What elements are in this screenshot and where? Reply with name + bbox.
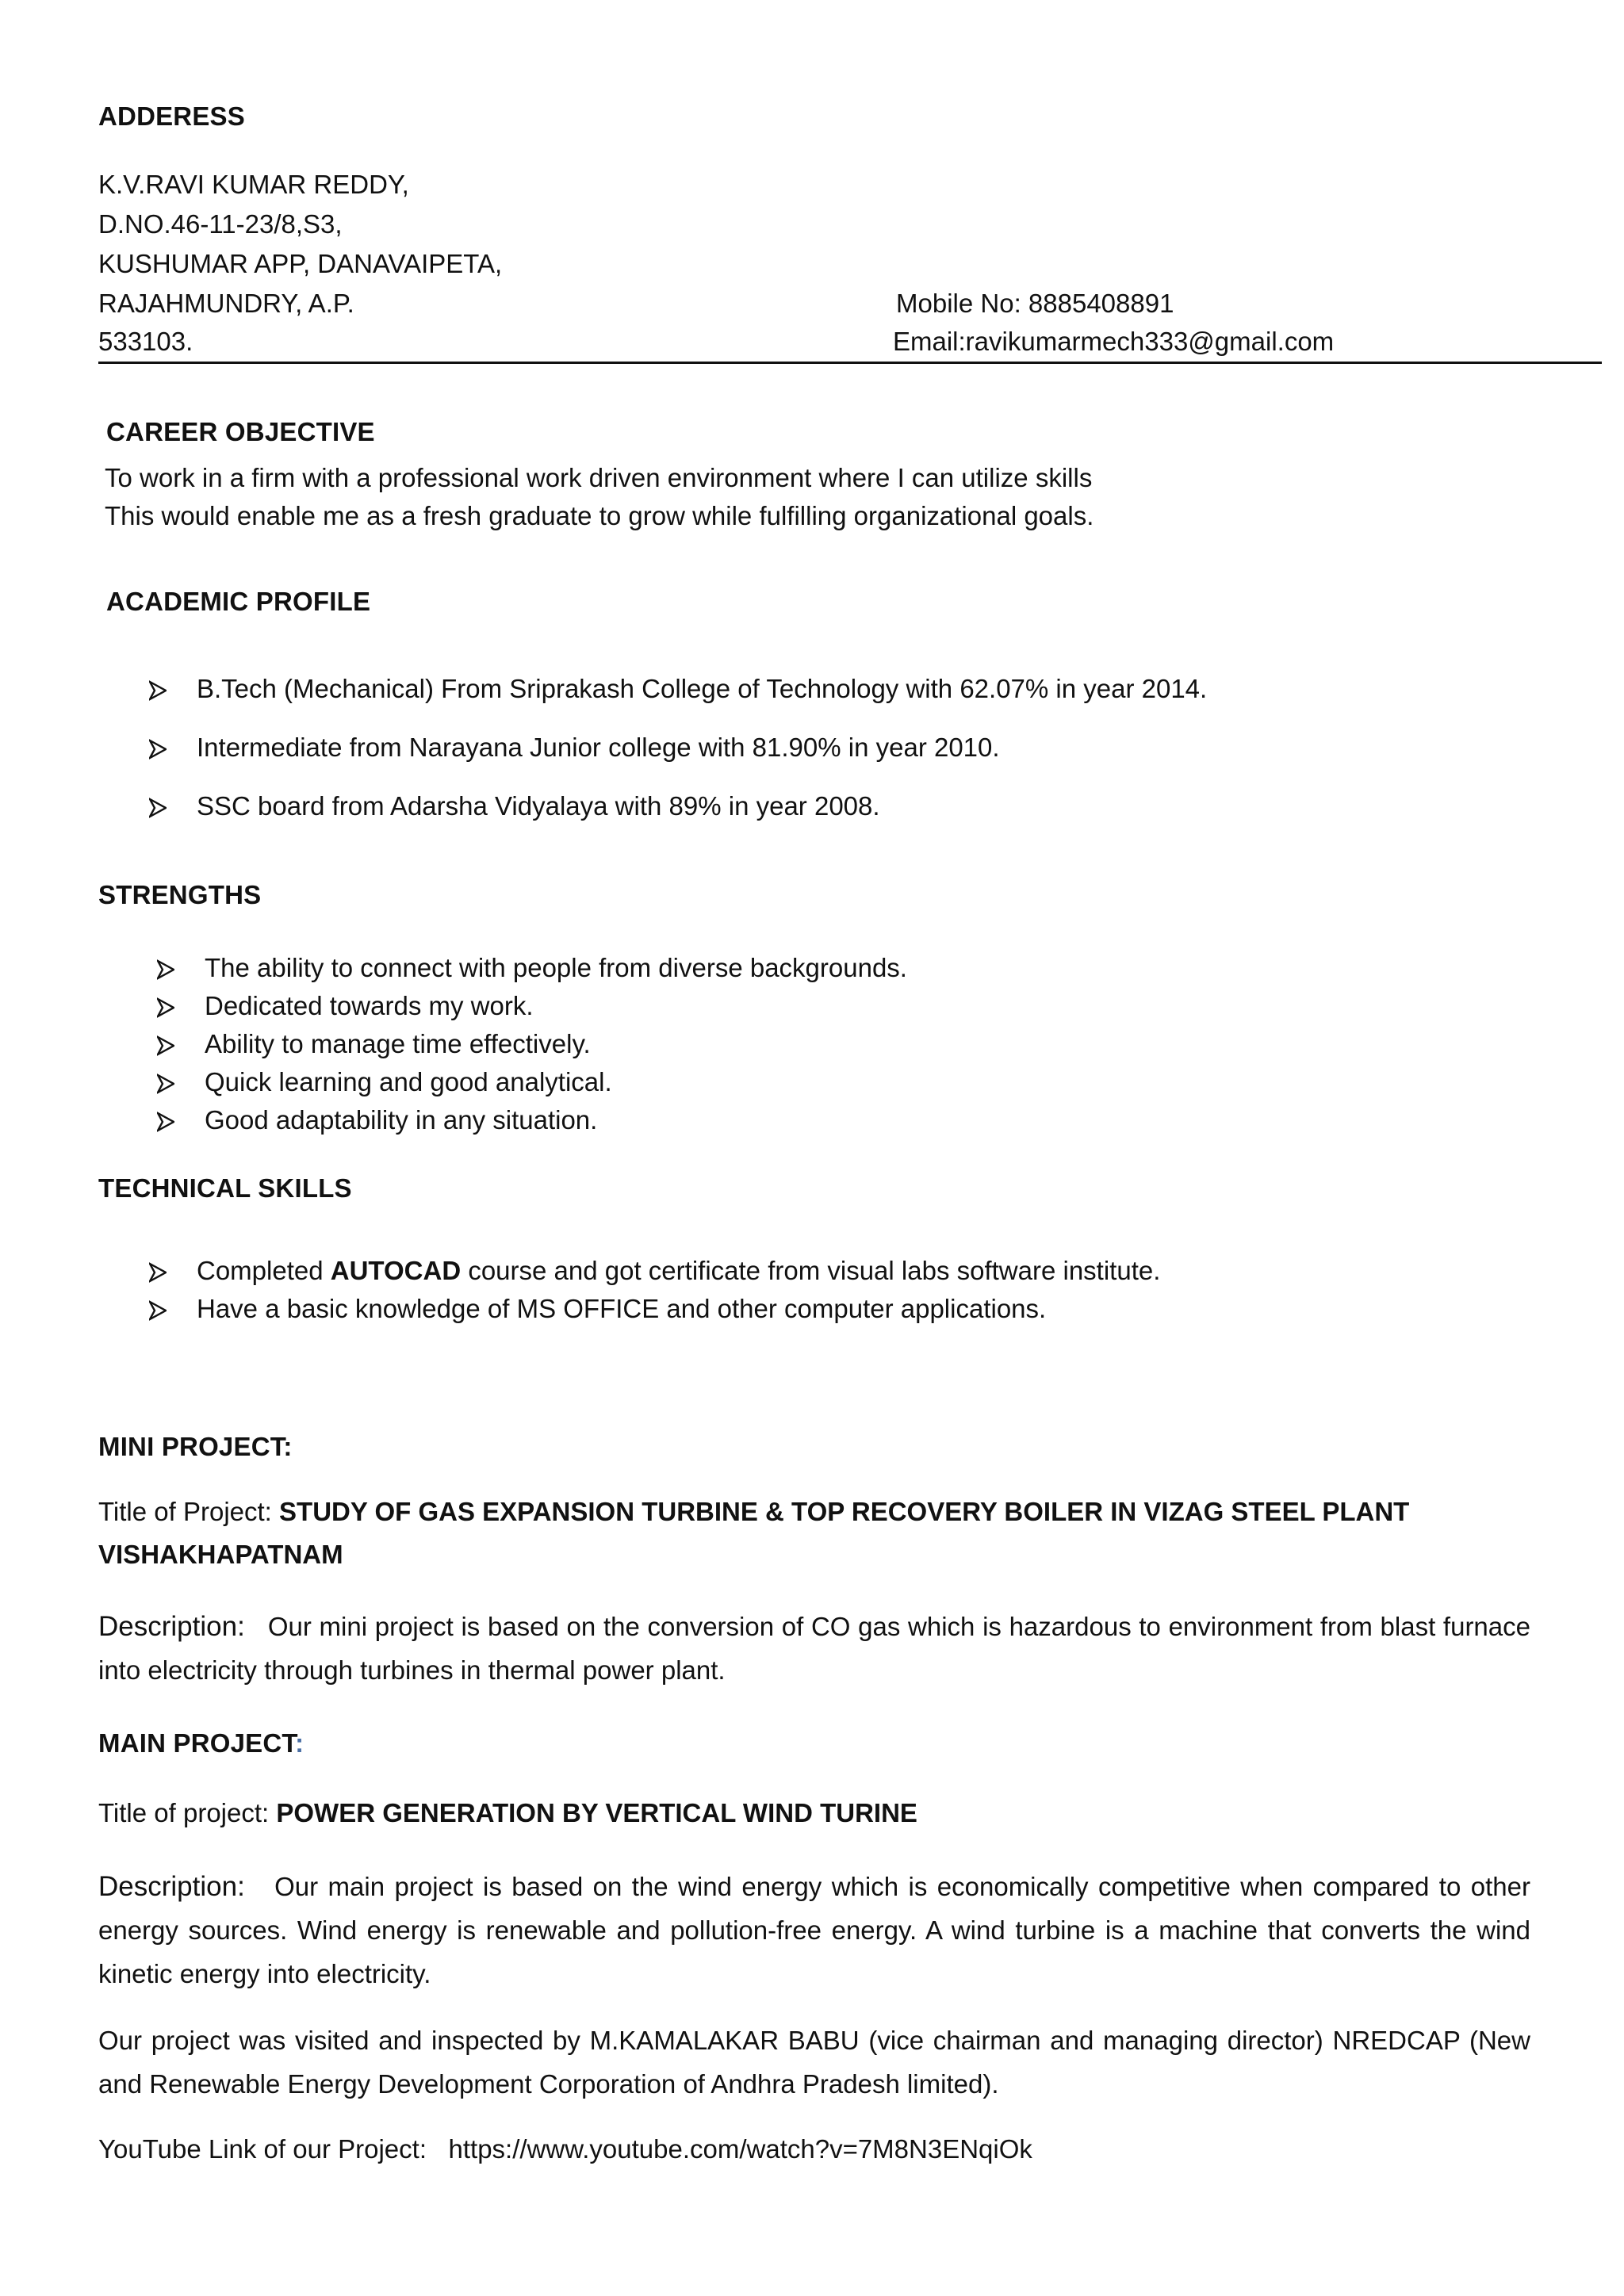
strength-item: Ability to manage time effectively. [205, 1029, 591, 1058]
mini-project-description: Description: Our mini project is based on the conversion of CO gas which is hazardous to environment from blast furnace into electricity through turbines in thermal power plant. [98, 1611, 1530, 1685]
arrow-bullet-icon [149, 739, 167, 760]
strength-item: Quick learning and good analytical. [205, 1067, 612, 1096]
arrow-bullet-icon [157, 1112, 174, 1132]
arrow-bullet-icon [157, 1073, 174, 1094]
address-heading: ADDERESS [98, 101, 245, 131]
address-line-door: D.NO.46-11-23/8,S3, [98, 209, 343, 239]
career-objective-heading: CAREER OBJECTIVE [106, 417, 375, 446]
academic-item-btech: B.Tech (Mechanical) From Sriprakash College of Technology with 62.07% in year 2014. [197, 674, 1208, 703]
main-project-heading: MAIN PROJECT: [98, 1728, 304, 1758]
strength-item: Dedicated towards my work. [205, 991, 534, 1020]
technical-skill-autocad: Completed AUTOCAD course and got certificate from visual labs software institute. [197, 1256, 1161, 1285]
technical-skills-heading: TECHNICAL SKILLS [98, 1173, 352, 1203]
address-line-name: K.V.RAVI KUMAR REDDY, [98, 170, 409, 199]
arrow-bullet-icon [149, 1262, 167, 1283]
mini-project-title-line-2: VISHAKHAPATNAM [98, 1540, 343, 1569]
arrow-bullet-icon [149, 798, 167, 818]
youtube-link[interactable]: https://www.youtube.com/watch?v=7M8N3ENqiOk [448, 2134, 1032, 2164]
autocad-bold: AUTOCAD [330, 1256, 462, 1285]
main-project-title: Title of project: POWER GENERATION BY VERTICAL WIND TURINE [98, 1798, 917, 1827]
arrow-bullet-icon [149, 680, 167, 701]
academic-profile-heading: ACADEMIC PROFILE [106, 587, 371, 616]
mini-project-heading: MINI PROJECT: [98, 1432, 293, 1461]
address-line-pincode: 533103. [98, 327, 193, 356]
youtube-link-line: YouTube Link of our Project: https://www.youtube.com/watch?v=7M8N3ENqiOk [98, 2134, 1032, 2164]
arrow-bullet-icon [157, 997, 174, 1018]
strength-item: Good adaptability in any situation. [205, 1105, 598, 1135]
career-objective-line-2: This would enable me as a fresh graduate to grow while fulfilling organizational goals. [105, 501, 1094, 530]
email-address: Email:ravikumarmech333@gmail.com [893, 327, 1335, 356]
arrow-bullet-icon [149, 1300, 167, 1321]
academic-item-intermediate: Intermediate from Narayana Junior college with 81.90% in year 2010. [197, 733, 1000, 762]
arrow-bullet-icon [157, 1035, 174, 1056]
academic-item-ssc: SSC board from Adarsha Vidyalaya with 89% in year 2008. [197, 791, 880, 821]
address-divider [98, 362, 1602, 364]
mobile-number: Mobile No: 8885408891 [896, 289, 1174, 318]
mini-project-title-line-1: Title of Project: STUDY OF GAS EXPANSION TURBINE & TOP RECOVERY BOILER IN VIZAG STEEL PLANT [98, 1497, 1410, 1526]
address-line-city: RAJAHMUNDRY, A.P. [98, 289, 354, 318]
address-line-apartment: KUSHUMAR APP, DANAVAIPETA, [98, 249, 503, 278]
career-objective-line-1: To work in a firm with a professional work driven environment where I can utilize skills [105, 463, 1093, 492]
strength-item: The ability to connect with people from diverse backgrounds. [205, 953, 907, 982]
technical-skill-msoffice: Have a basic knowledge of MS OFFICE and other computer applications. [197, 1294, 1047, 1323]
main-project-visit-note: Our project was visited and inspected by M.KAMALAKAR BABU (vice chairman and managing director) NREDCAP (New and Renewable Energy Development Corporation of Andhra Pradesh limited). [98, 2026, 1530, 2099]
arrow-bullet-icon [157, 959, 174, 980]
main-project-description: Description: Our main project is based on the wind energy which is economically competitive when compared to other energy sources. Wind energy is renewable and pollution-free energy. A wind turbine is a machine that converts the wind kinetic energy into electricity. [98, 1871, 1530, 1988]
strengths-heading: STRENGTHS [98, 880, 262, 909]
